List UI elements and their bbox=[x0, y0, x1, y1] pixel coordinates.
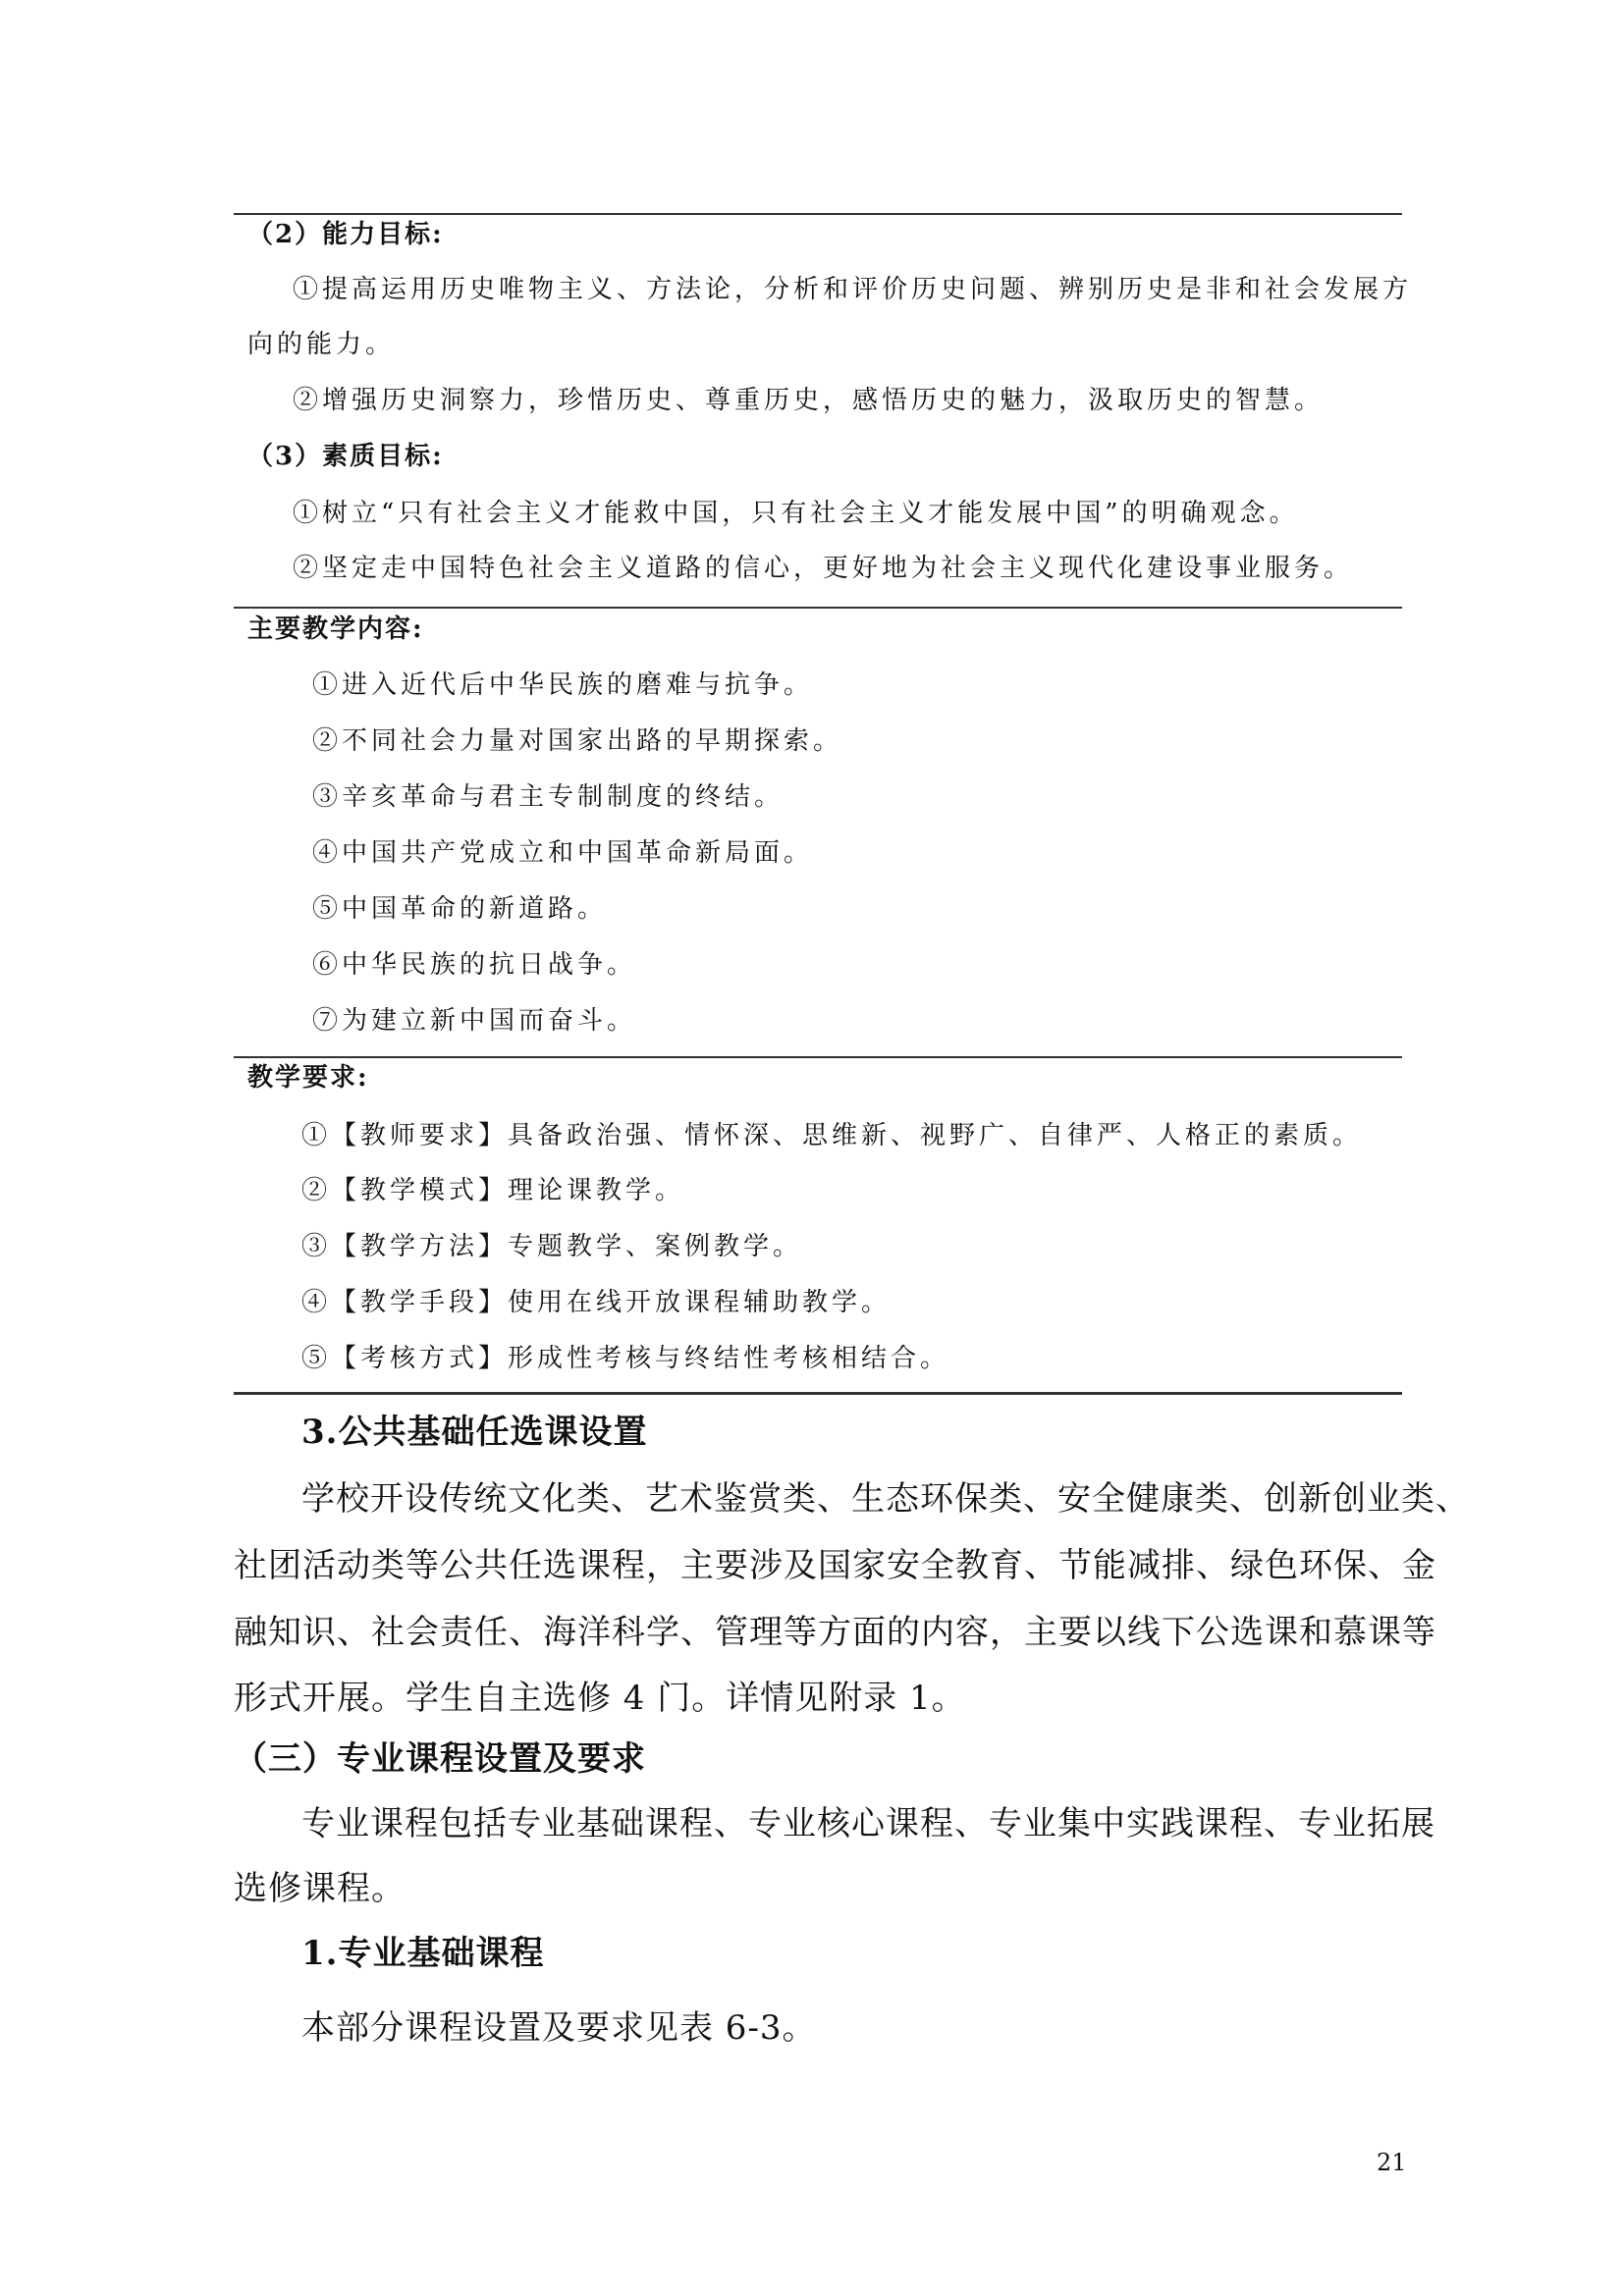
table-bottom-rule bbox=[234, 1392, 1402, 1395]
content-item: ③辛亥革命与君主专制制度的终结。 bbox=[312, 782, 785, 812]
content-item: ⑤中国革命的新道路。 bbox=[312, 894, 608, 924]
content-item: ④中国共产党成立和中国革命新局面。 bbox=[312, 838, 814, 868]
content-item: ②不同社会力量对国家出路的早期探索。 bbox=[312, 726, 843, 756]
table-row-rule-1 bbox=[234, 607, 1402, 609]
table-row-rule-2 bbox=[234, 1056, 1402, 1058]
paragraph-line: 专业课程包括专业基础课程、专业核心课程、专业集中实践课程、专业拓展 bbox=[301, 1804, 1435, 1843]
content-item: ⑦为建立新中国而奋斗。 bbox=[312, 1006, 637, 1036]
requirement-item: ①【教师要求】具备政治强、情怀深、思维新、视野广、自律严、人格正的素质。 bbox=[301, 1121, 1363, 1150]
table-top-rule bbox=[234, 213, 1402, 215]
content-item: ⑥中华民族的抗日战争。 bbox=[312, 950, 637, 980]
paragraph-line: 社团活动类等公共任选课程，主要涉及国家安全教育、节能减排、绿色环保、金 bbox=[234, 1546, 1436, 1585]
paragraph-line: 形式开展。学生自主选修 4 门。详情见附录 1。 bbox=[234, 1679, 966, 1718]
subsection-heading-1: 1.专业基础课程 bbox=[301, 1934, 545, 1973]
content-item: ①进入近代后中华民族的磨难与抗争。 bbox=[312, 670, 814, 700]
subsection-heading-3: 3.公共基础任选课设置 bbox=[301, 1413, 648, 1452]
page-number: 21 bbox=[1377, 2149, 1407, 2176]
requirement-item: ⑤【考核方式】形成性考核与终结性考核相结合。 bbox=[301, 1344, 950, 1373]
ability-heading: （2）能力目标: bbox=[247, 220, 444, 249]
paragraph-line: 学校开设传统文化类、艺术鉴赏类、生态环保类、安全健康类、创新创业类、 bbox=[301, 1479, 1470, 1519]
requirement-item: ④【教学手段】使用在线开放课程辅助教学。 bbox=[301, 1288, 892, 1317]
ability-item-1-line-2: 向的能力。 bbox=[247, 330, 396, 359]
paragraph-line: 本部分课程设置及要求见表 6-3。 bbox=[301, 2008, 817, 2048]
content-heading: 主要教学内容: bbox=[247, 614, 424, 644]
ability-item-1-line-1: ①提高运用历史唯物主义、方法论，分析和评价历史问题、辨别历史是非和社会发展方 bbox=[293, 275, 1413, 304]
section-heading: （三）专业课程设置及要求 bbox=[234, 1739, 646, 1779]
requirement-item: ③【教学方法】专题教学、案例教学。 bbox=[301, 1232, 803, 1261]
requirement-item: ②【教学模式】理论课教学。 bbox=[301, 1176, 685, 1205]
quality-item-1: ①树立“只有社会主义才能救中国，只有社会主义才能发展中国”的明确观念。 bbox=[293, 499, 1299, 528]
quality-heading: （3）素质目标: bbox=[247, 442, 444, 471]
paragraph-line: 选修课程。 bbox=[234, 1869, 406, 1908]
requirements-heading: 教学要求: bbox=[247, 1063, 369, 1093]
ability-item-2: ②增强历史洞察力，珍惜历史、尊重历史，感悟历史的魅力，汲取历史的智慧。 bbox=[293, 386, 1325, 415]
paragraph-line: 融知识、社会责任、海洋科学、管理等方面的内容，主要以线下公选课和慕课等 bbox=[234, 1613, 1436, 1652]
quality-item-2: ②坚定走中国特色社会主义道路的信心，更好地为社会主义现代化建设事业服务。 bbox=[293, 554, 1354, 583]
